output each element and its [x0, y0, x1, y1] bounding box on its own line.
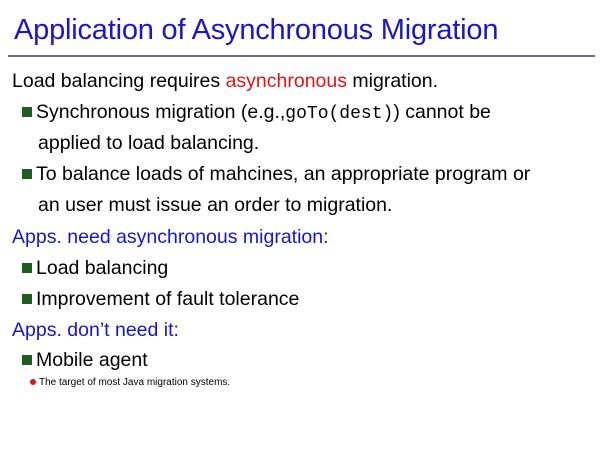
code-goto: goTo(dest): [285, 104, 394, 124]
intro-highlight: asynchronous: [225, 70, 347, 92]
bullet-synchronous-text-before: Synchronous migration (e.g.,: [36, 101, 286, 123]
bullet-balance-loads-continuation: an user must issue an order to migration.: [38, 194, 393, 216]
bullet-synchronous-continuation: applied to load balancing.: [38, 132, 260, 154]
square-bullet-icon: [22, 263, 32, 273]
need-item-label: Load balancing: [36, 257, 169, 279]
square-bullet-icon: [22, 107, 32, 117]
dont-need-item-label: Mobile agent: [36, 349, 148, 371]
need-heading: Apps. need asynchronous migration:: [12, 226, 329, 248]
round-bullet-icon: [30, 379, 36, 385]
sub-note-text: The target of most Java migration systems.: [39, 377, 231, 388]
intro-text-before: Load balancing requires: [12, 70, 226, 92]
bullet-balance-loads-text: To balance loads of mahcines, an appropriate program or: [36, 163, 531, 185]
bullet-synchronous: [22, 100, 491, 126]
square-bullet-icon: [22, 294, 32, 304]
title-underline: [8, 55, 595, 57]
sub-note: [30, 377, 230, 389]
bullet-synchronous-text-after: ) cannot be: [393, 101, 491, 123]
square-bullet-icon: [22, 355, 32, 365]
dont-need-heading: Apps. don’t need it:: [12, 319, 179, 341]
intro-text-after: migration.: [347, 70, 439, 92]
need-item-fault-tolerance: [22, 287, 299, 311]
intro-line: [12, 69, 438, 93]
need-item-load-balancing: [22, 256, 168, 280]
bullet-balance-loads: [22, 162, 530, 186]
slide-title: Application of Asynchronous Migration: [14, 14, 499, 46]
dont-need-item-mobile-agent: [22, 348, 148, 372]
need-item-label: Improvement of fault tolerance: [36, 288, 300, 310]
square-bullet-icon: [22, 169, 32, 179]
